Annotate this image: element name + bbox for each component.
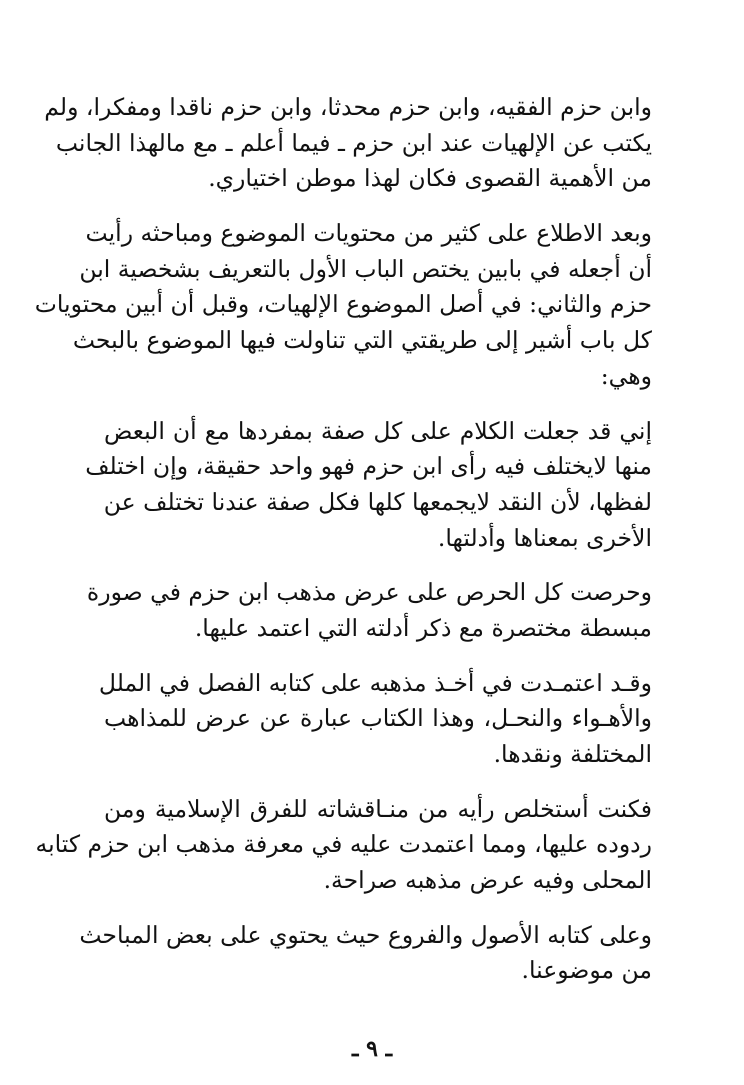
- page-body: [34, 90, 652, 1008]
- paragraph-6: [35, 792, 652, 899]
- text-line: مبسطة مختصرة مع ذكر أدلته التي اعتمد عليها.: [194, 613, 652, 642]
- paragraph-5: [98, 666, 652, 773]
- text-line: أن أجعله في بابين يختص الباب الأول بالتعريف بشخصية ابن: [79, 254, 652, 283]
- paragraph-4: [86, 575, 652, 646]
- text-line: وعلى كتابه الأصول والفروع حيث يحتوي على بعض المباحث: [79, 920, 652, 949]
- text-line: وحرصت كل الحرص على عرض مذهب ابن حزم في صورة: [86, 578, 652, 607]
- paragraph-1: [44, 90, 652, 197]
- text-line: حزم والثاني: في أصل الموضوع الإلهيات، وقبل أن أبين محتويات: [34, 290, 652, 319]
- text-line: الأخرى بمعناها وأدلتها.: [437, 523, 652, 552]
- page-number: ـ ٩ ـ: [351, 1036, 393, 1062]
- text-line: وقـد اعتمـدت في أخـذ مذهبه على كتابه الفصل في الملل: [98, 668, 652, 697]
- text-line: المختلفة ونقدها.: [493, 740, 652, 768]
- paragraph-2: [34, 216, 652, 394]
- text-line: وابن حزم الفقيه، وابن حزم محدثا، وابن حزم ناقدا ومفكرا، ولم: [44, 93, 652, 121]
- text-line: من الأهمية القصوى فكان لهذا موطن اختياري.: [208, 164, 652, 193]
- text-line: منها لايختلف فيه رأى ابن حزم فهو واحد حقيقة، وإن اختلف: [85, 452, 652, 481]
- text-line: فكنت أستخلص رأيه من منـاقشاته للفرق الإسلامية ومن: [104, 794, 652, 823]
- text-line: لفظها، لأن النقد لايجمعها كلها فكل صفة عندنا تختلف عن: [103, 487, 652, 516]
- text-line: إني قد جعلت الكلام على كل صفة بمفردها مع أن البعض: [104, 416, 652, 445]
- text-line: وهي:: [600, 361, 652, 390]
- text-line: ردوده عليها، ومما اعتمدت عليه في معرفة مذهب ابن حزم كتابه: [35, 830, 652, 859]
- paragraph-3: [85, 414, 652, 557]
- text-line: وبعد الاطلاع على كثير من محتويات الموضوع ومباحثه رأيت: [85, 219, 652, 248]
- text-line: والأهـواء والنحـل، وهذا الكتاب عبارة عن عرض للمذاهب: [104, 704, 652, 733]
- text-line: المحلى وفيه عرض مذهبه صراحة.: [323, 866, 652, 895]
- text-line: يكتب عن الإلهيات عند ابن حزم ـ فيما أعلم ـ مع مالهذا الجانب: [55, 128, 652, 157]
- paragraph-7: [79, 918, 652, 989]
- text-line: من موضوعنا.: [521, 956, 652, 985]
- text-line: كل باب أشير إلى طريقتي التي تناولت فيها الموضوع بالبحث: [72, 326, 652, 355]
